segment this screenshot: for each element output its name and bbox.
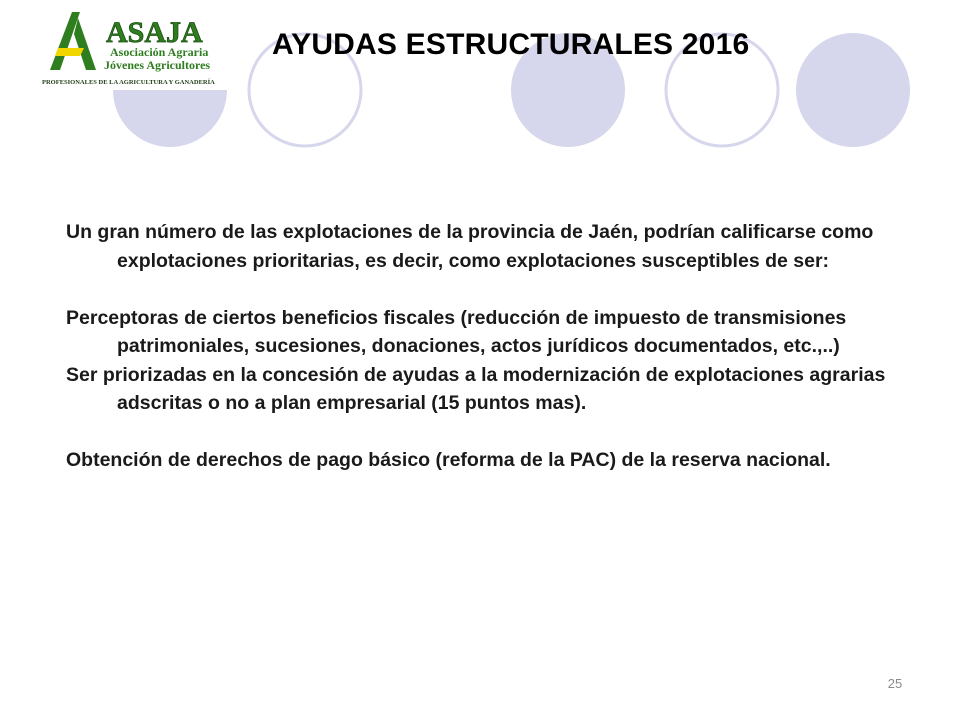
page-number: 25 [887,676,903,691]
paragraph-spacer [66,275,906,304]
paragraph-fiscal-benefits: Perceptoras de ciertos beneficios fiscales (reducción de impuesto de transmisiones patrimoniales, sucesiones, donaciones, actos jurídicos documentados, etc.,..) [66,306,847,357]
paragraph-priority-aid: Ser priorizadas en la concesión de ayudas a la modernización de explotaciones agrarias adscritas o no a plan empresarial (15 puntos mas). [66,363,886,414]
slide-title: AYUDAS ESTRUCTURALES 2016 [272,28,750,61]
paragraph-spacer [66,418,906,447]
logo-subtitle-line1: Asociación Agraria [110,45,209,59]
deco-circle-filled-3 [796,33,910,147]
asaja-logo [40,8,230,90]
paragraph-intro: Un gran número de las explotaciones de la provincia de Jaén, podrían calificarse como explotaciones prioritarias, es decir, como explotaciones susceptibles de ser: [66,221,874,272]
logo-brand: ASAJA [106,16,203,49]
logo-tagline: PROFESIONALES DE LA AGRICULTURA Y GANADERÍA [42,79,215,86]
slide-body [66,218,906,475]
logo-subtitle-line2: Jóvenes Agricultores [104,58,211,72]
paragraph-payment-rights: Obtención de derechos de pago básico (reforma de la PAC) de la reserva nacional. [66,449,831,471]
